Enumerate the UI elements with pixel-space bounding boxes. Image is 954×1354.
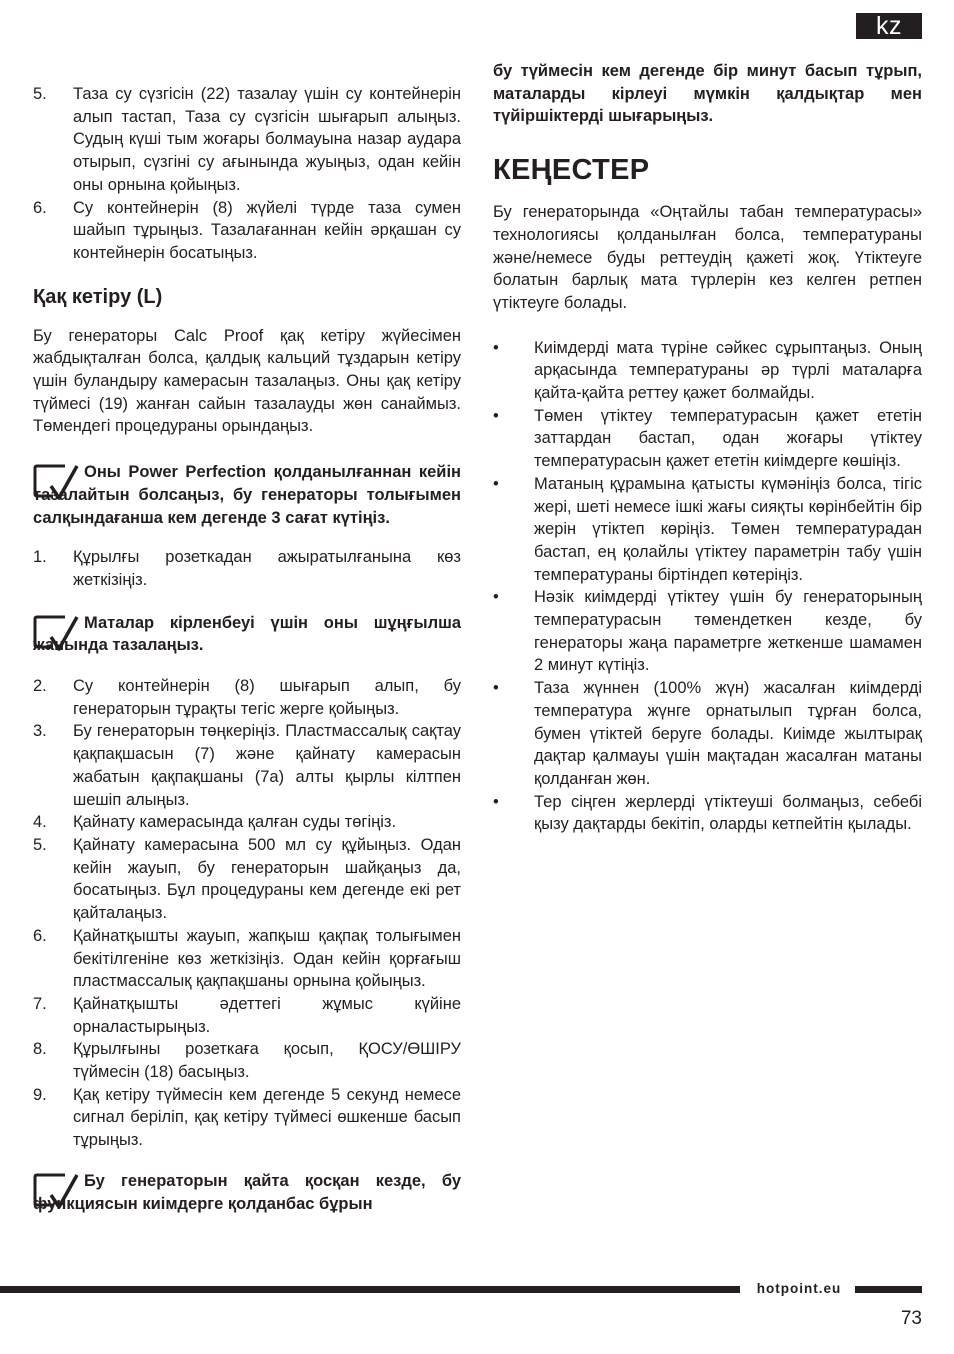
list-text: Су контейнерін (8) жүйелі түрде таза сумен шайып тұрыңыз. Тазалағаннан кейін әрқашан су контейнерін босатыңыз. <box>73 198 461 262</box>
list-text: Төмен үтіктеу температурасын қажет ететін заттардан бастап, одан жоғары үтіктеу температурасын қажет ететін киімдерге көшіңіз. <box>534 406 922 471</box>
bullet-icon: • <box>493 792 499 811</box>
list-number: 6. <box>33 198 47 217</box>
list-item <box>493 586 922 677</box>
section-heading-descaling: Қақ кетіру (L) <box>33 285 163 308</box>
list-number: 7. <box>33 994 47 1013</box>
bullet-icon: • <box>493 679 499 698</box>
bullet-icon: • <box>493 588 499 607</box>
list-number: 5. <box>33 835 47 854</box>
bullet-icon: • <box>493 406 499 425</box>
list-text: Құрылғыны розеткаға қосып, ҚОСУ/ӨШІРУ түймесін (18) басыңыз. <box>73 1040 461 1082</box>
list-number: 3. <box>33 722 47 741</box>
list-item <box>33 83 461 197</box>
list-text: Нәзік киімдерді үтіктеу үшін бу генераторының температурасын төмендеткен кезде, бу генераторы жаңа параметрге жеткенше шамамен 2 минут күтіңіз. <box>534 588 922 675</box>
list-number: 1. <box>33 548 47 567</box>
list-item <box>33 993 461 1038</box>
list-number: 9. <box>33 1085 47 1104</box>
list-text: Бу генераторын төңкеріңіз. Пластмассалық сақтау қақпақшасын (7) және қайнату камерасын жабатын қақпақшаны (7а) алты қырлы кілтпен шешіп алыңыз. <box>73 722 461 809</box>
note-block <box>33 1170 461 1215</box>
list-number: 8. <box>33 1040 47 1059</box>
descaling-steps-list-1 <box>33 546 461 591</box>
list-item <box>493 473 922 587</box>
list-item <box>493 337 922 405</box>
list-item <box>33 197 461 265</box>
list-text: Қайнатқышты әдеттегі жұмыс күйіне орналастырыңыз. <box>73 994 461 1036</box>
note-text: Оны Power Perfection қолданылғаннан кейін тазалайтын болсаңыз, бу генераторы толығымен салқындағанша кем дегенде 3 сағат күтіңіз. <box>33 463 461 527</box>
list-text: Таза су сүзгісін (22) тазалау үшін су контейнерін алып тастап, Таза су сүзгісін шығарып алыңыз. Судың күші тым жоғары болмауына назар аудара отырып, сүзгіні су ағынында жуыңыз, одан кейін оны орнына қойыңыз. <box>73 85 461 194</box>
list-text: Су контейнерін (8) шығарып алып, бу генераторын тұрақты тегіс жерге қойыңыз. <box>73 677 461 718</box>
list-item <box>493 791 922 836</box>
footer-rule-left <box>0 1286 740 1293</box>
left-column <box>33 60 461 1215</box>
note-text: Маталар кірленбеуі үшін оны шұңғылша жанында тазалаңыз. <box>33 613 461 655</box>
list-item <box>33 1084 461 1152</box>
list-item <box>493 677 922 791</box>
bullet-icon: • <box>493 474 499 493</box>
descaling-steps-list-2 <box>33 675 461 1152</box>
list-text: Киімдерді мата түріне сәйкес сұрыптаңыз. Оның арқасында температураны әр түрлі маталарға қайта-қайта реттеу қажет болмайды. <box>534 338 922 403</box>
list-number: 5. <box>33 85 47 103</box>
list-item <box>33 1038 461 1083</box>
list-text: Құрылғы розеткадан ажыратылғанына көз жеткізіңіз. <box>73 548 461 589</box>
note-continuation: бу түймесін кем дегенде бір минут басып тұрып, маталарды кірлеуі мүмкін қалдықтар мен түйіршіктерді шығарыңыз. <box>493 62 922 126</box>
list-number: 2. <box>33 677 47 696</box>
tips-list <box>493 337 922 836</box>
cleaning-steps-list <box>33 83 461 265</box>
descaling-intro: Бу генераторы Calc Proof қақ кетіру жүйесімен жабдықталған болса, қалдық кальций тұздарын кетіру үшін буландыру камерасын тазалаңыз. Оны қақ кетіру түймесі (19) жанған сайын тазалауды жөн санаймыз. Төмендегі процедураны орындаңыз. <box>33 326 461 436</box>
bullet-icon: • <box>493 338 499 357</box>
list-number: 6. <box>33 926 47 945</box>
list-text: Таза жүннен (100% жүн) жасалған киімдерді температура жүнге орнатылып тұрған болса, бумен үтіктей беруге болады. Киімде жылтырақ дақтар қалмауы үшін мақтадан жасалған матаны қолданған жөн. <box>534 679 922 788</box>
list-item <box>33 675 461 720</box>
page-number: 73 <box>900 1308 922 1329</box>
list-item <box>33 546 461 591</box>
footer-brand: hotpoint.eu <box>756 1281 842 1296</box>
checkmark-note-icon <box>33 615 81 651</box>
list-text: Қайнатқышты жауып, жапқыш қақпақ толығымен бекітілгеніне көз жеткізіңіз. Одан кейін қорғағыш пластмассалық қақпақшаны орнына қойыңыз. <box>73 926 461 991</box>
list-item <box>33 925 461 993</box>
footer-rule-right <box>855 1286 922 1293</box>
list-item <box>33 811 461 834</box>
checkmark-note-icon <box>33 464 81 500</box>
list-text: Матаның құрамына қатысты күмәніңіз болса, тігіс жері, шеті немесе ішкі жағы сияқты көрінбейтін бір жерін үтіктеп көріңіз. Төмен температурадан бастап, ең қолайлы үтіктеу параметрін табу үшін температураны біртіндеп көтеріңіз. <box>534 474 922 584</box>
list-text: Қайнату камерасында қалған суды төгіңіз. <box>73 813 397 832</box>
list-number: 4. <box>33 813 47 832</box>
list-text: Қайнату камерасына 500 мл су құйыңыз. Одан кейін жауып, бу генераторын шайқаңыз да, босатыңыз. Бұл процедураны кем дегенде екі рет қайталаңыз. <box>73 835 461 923</box>
note-block <box>33 461 461 529</box>
checkmark-note-icon <box>33 1173 81 1209</box>
language-badge: kz <box>856 13 922 39</box>
list-item <box>493 405 922 473</box>
list-item <box>33 720 461 811</box>
list-text: Қақ кетіру түймесін кем дегенде 5 секунд немесе сигнал беріліп, қақ кетіру түймесі өшкенше басып тұрыңыз. <box>73 1085 461 1150</box>
list-text: Тер сіңген жерлерді үтіктеуші болмаңыз, себебі қызу дақтарды бекітіп, оларды кетпейтін қылады. <box>534 792 922 834</box>
tips-intro: Бу генераторында «Оңтайлы табан температурасы» технологиясы қолданылған болса, температураны және/немесе буды реттеудің қажеті жоқ. Үтіктеуге болатын барлық мата түрлерін кез келген ретпен үтіктеуге болады. <box>493 203 922 312</box>
section-heading-tips: КЕҢЕСТЕР <box>493 154 650 187</box>
note-text: Бу генераторын қайта қосқан кезде, бу функциясын киімдерге қолданбас бұрын <box>33 1171 461 1213</box>
list-item <box>33 834 461 925</box>
note-block <box>33 612 461 657</box>
right-column <box>493 60 922 836</box>
